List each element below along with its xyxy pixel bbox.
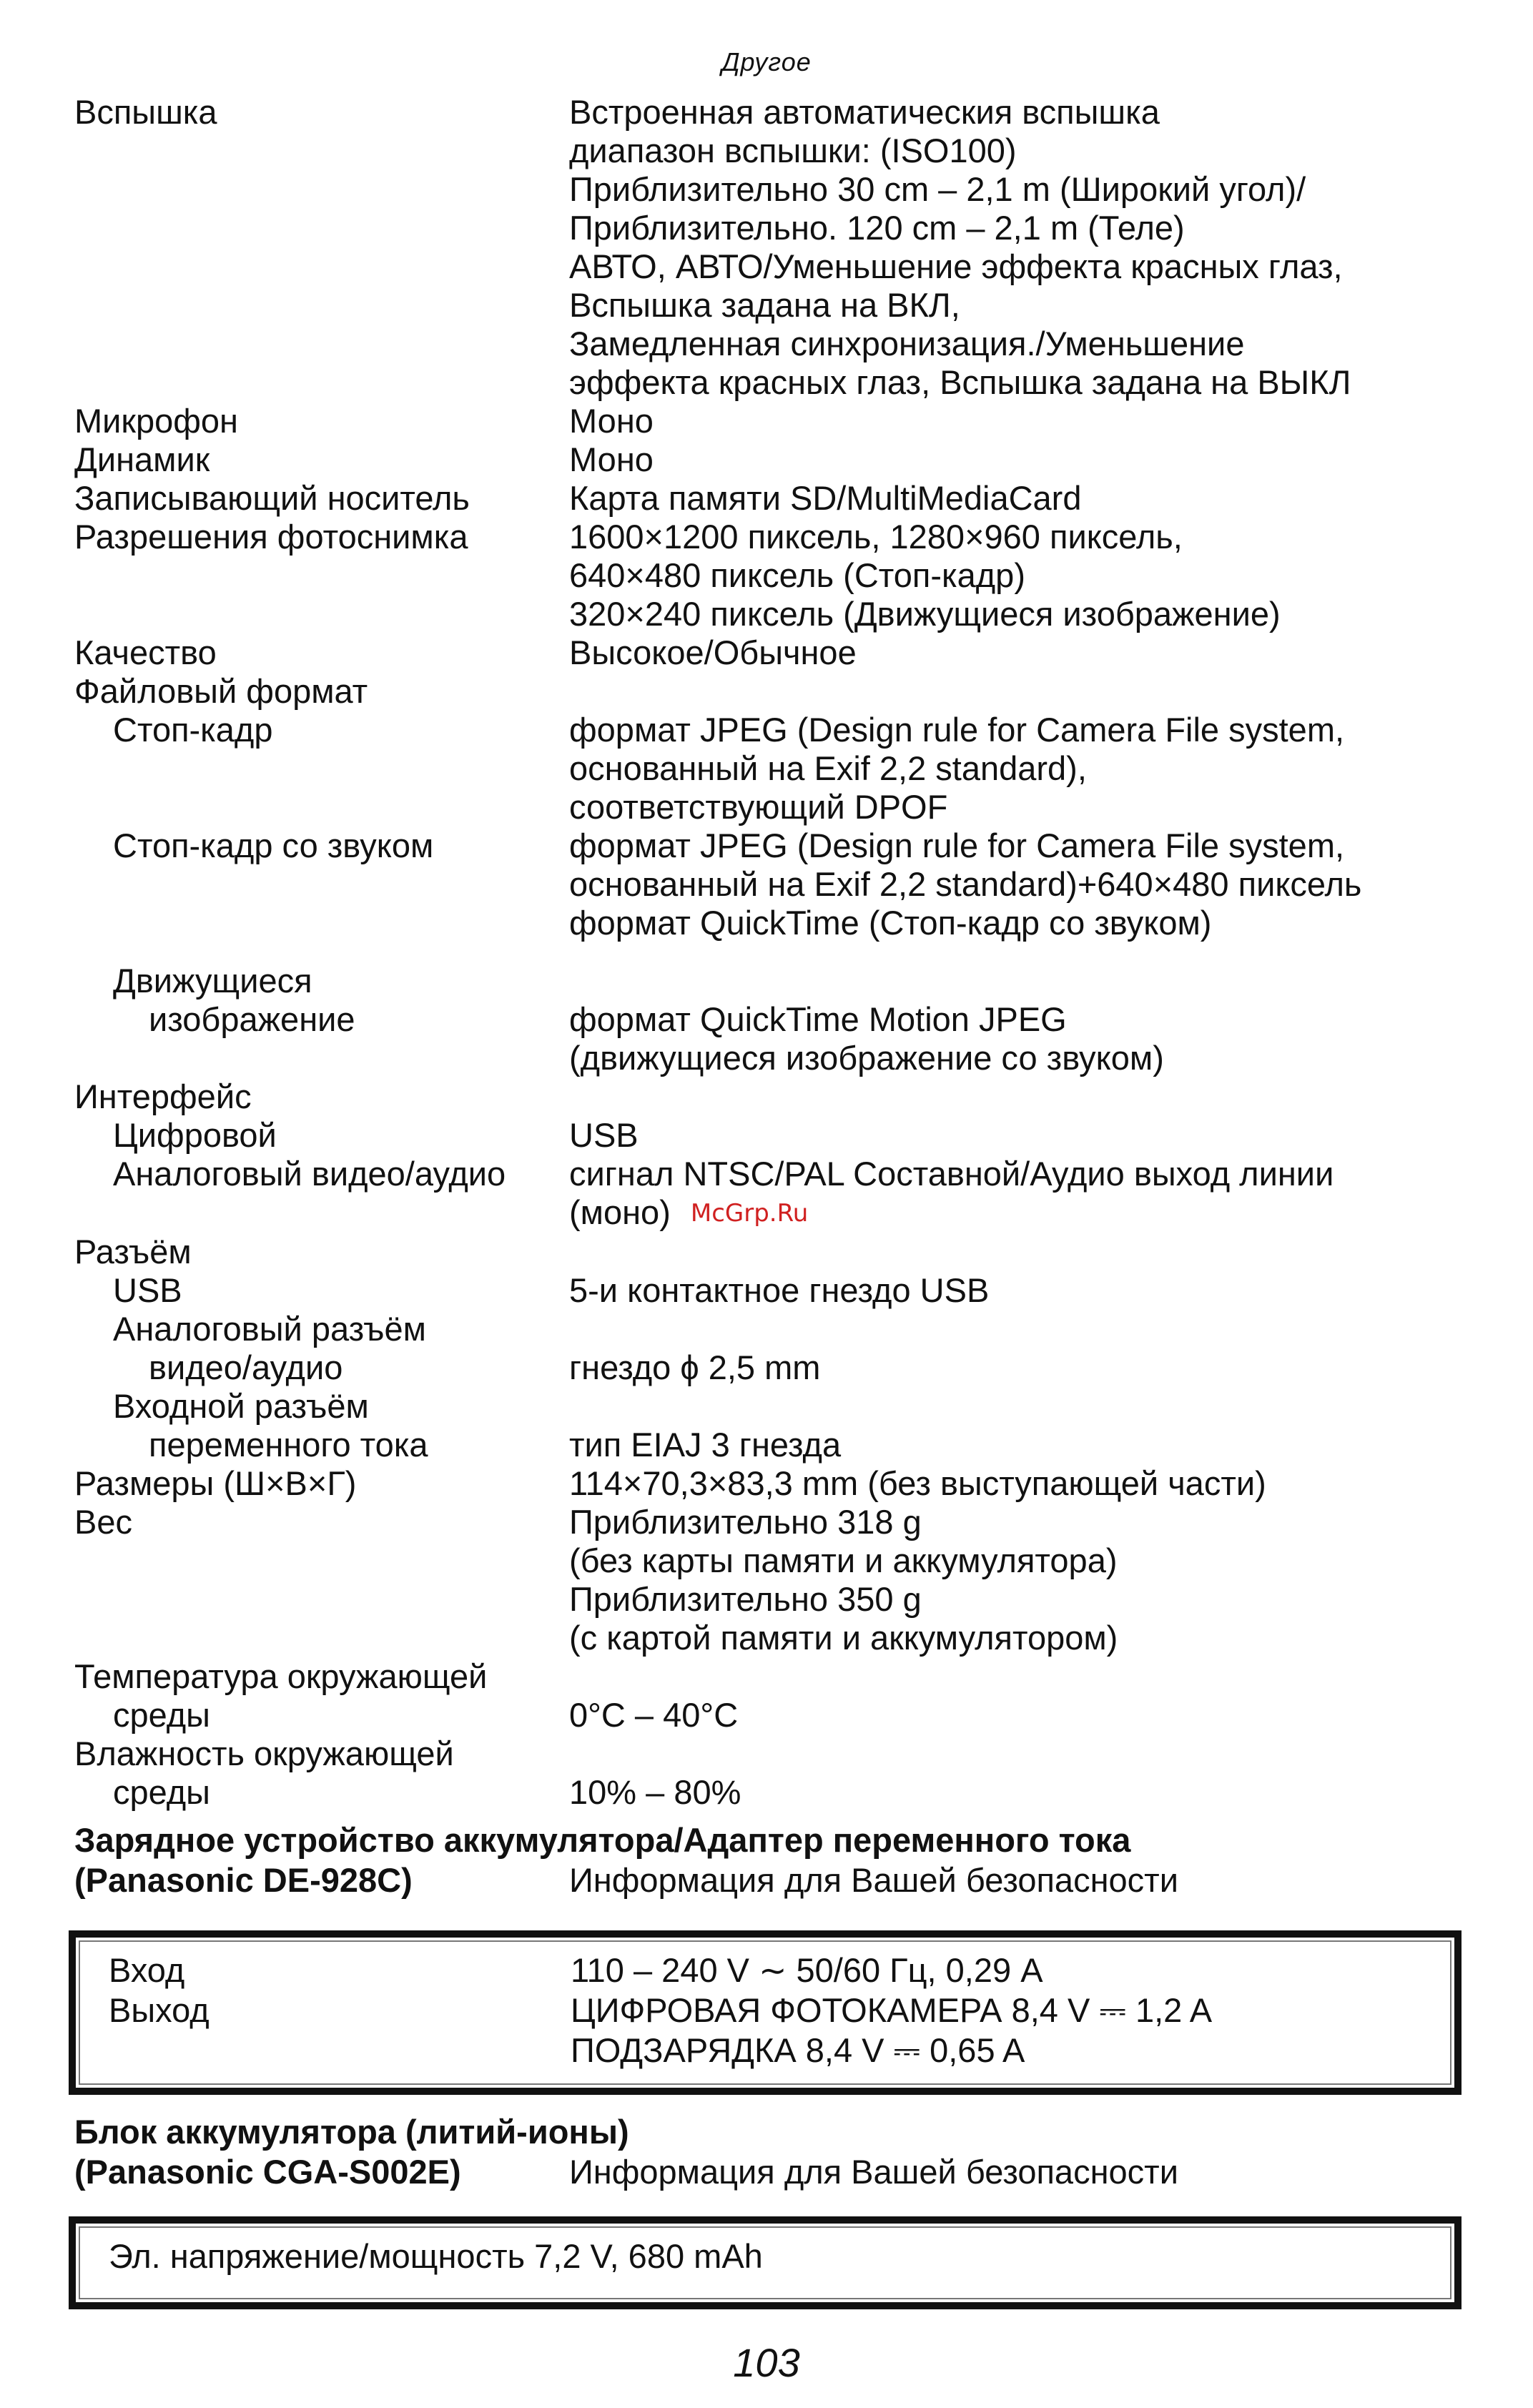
spec-label: Записывающий носитель [74, 479, 470, 517]
spec-row-resolution [74, 518, 1476, 633]
spec-row-still-audio [74, 826, 1476, 942]
section-header: Другое [721, 47, 812, 77]
spec-value [569, 1116, 1476, 1155]
battery-section [74, 2112, 1476, 2192]
spec-label: Температура окружающей среды [74, 1657, 488, 1734]
spec-row-motion [74, 962, 1476, 1077]
charger-input-value: 110 – 240 V ∼ 50/60 Гц, 0,29 A [571, 1951, 1043, 1989]
spec-value [569, 1464, 1476, 1503]
spec-value-line: формат JPEG (Design rule for Camera File system, [569, 711, 1345, 749]
spec-value [569, 1657, 1476, 1735]
spec-row-av-jack [74, 1310, 1476, 1387]
spec-value-line: основанный на Exif 2,2 standard), [569, 749, 1087, 787]
spec-value-line: (моно) [569, 1193, 671, 1231]
spec-value-line: Приблизительно 350 g [569, 1580, 922, 1618]
spec-row-connector [74, 1233, 1476, 1271]
spec-value-line: USB [569, 1116, 639, 1154]
spec-label: Качество [74, 633, 217, 671]
spec-value-line: формат QuickTime Motion JPEG [569, 1000, 1067, 1038]
spec-value [569, 479, 1476, 518]
spec-value-line: (без карты памяти и аккумулятора) [569, 1541, 1118, 1579]
spec-value-line: основанный на Exif 2,2 standard)+640×480 пиксель [569, 865, 1362, 903]
spec-row-microphone [74, 402, 1476, 440]
spec-row-speaker [74, 440, 1476, 479]
battery-safety-info: Информация для Вашей безопасности [569, 2153, 1178, 2191]
spec-row-humidity [74, 1735, 1476, 1812]
spec-value [569, 518, 1476, 633]
spec-row-flash [74, 93, 1476, 402]
spec-value-line: Приблизительно 318 g [569, 1503, 922, 1541]
spec-label: Файловый формат [74, 672, 368, 710]
spec-label: Интерфейс [74, 1077, 252, 1115]
spec-label: Разрешения фотоснимка [74, 518, 468, 556]
spec-value-line: 1600×1200 пиксель, 1280×960 пиксель, [569, 518, 1183, 556]
spec-label: Размеры (Ш×В×Г) [74, 1464, 357, 1502]
spec-row-dc-in [74, 1387, 1476, 1464]
spec-label: Микрофон [74, 402, 239, 440]
spec-row-interface [74, 1077, 1476, 1116]
spec-value-line: тип EIAJ 3 гнезда [569, 1426, 842, 1464]
spec-value-line: Замедленная синхронизация./Уменьшение [569, 325, 1245, 362]
spec-label: USB [113, 1271, 182, 1309]
spec-row-usb [74, 1271, 1476, 1310]
spec-value [569, 440, 1476, 479]
spec-value [569, 93, 1476, 402]
spec-value [569, 1155, 1476, 1233]
spec-table [74, 93, 1476, 1812]
spec-value-line: формат JPEG (Design rule for Camera File system, [569, 826, 1345, 864]
spec-value-line: Высокое/Обычное [569, 633, 857, 671]
spec-row-weight [74, 1503, 1476, 1657]
spec-label: Стоп-кадр со звуком [113, 826, 434, 864]
spec-value-line: сигнал NTSC/PAL Составной/Аудио выход линии [569, 1155, 1334, 1193]
spec-row-quality [74, 633, 1476, 672]
charger-model: (Panasonic DE-928C) [74, 1861, 413, 1899]
spec-value-line: Приблизительно 30 cm – 2,1 m (Широкий угол)/ [569, 170, 1306, 208]
spec-value [569, 633, 1476, 672]
spec-value-line: формат QuickTime (Стоп-кадр со звуком) [569, 904, 1212, 942]
spec-value-line: Моно [569, 440, 654, 478]
spec-value [569, 1271, 1476, 1310]
spec-value-line: Карта памяти SD/MultiMediaCard [569, 479, 1082, 517]
spec-value-line: диапазон вспышки: (ISO100) [569, 132, 1017, 169]
spec-label: Аналоговый видео/аудио [113, 1155, 506, 1193]
spec-value-line: 114×70,3×83,3 mm (без выступающей части) [569, 1464, 1266, 1502]
spec-value-line: Приблизительно. 120 cm – 2,1 m (Теле) [569, 209, 1185, 247]
spec-label: Динамик [74, 440, 210, 478]
charger-output-value: ЦИФРОВАЯ ФОТОКАМЕРА 8,4 V ⎓ 1,2 A [571, 1991, 1213, 2029]
spec-value-line: 5-и контактное гнездо USB [569, 1271, 990, 1309]
spec-value [569, 826, 1476, 942]
spec-value-line: (движущиеся изображение со звуком) [569, 1039, 1164, 1077]
spec-row-still [74, 711, 1476, 826]
spec-row-temperature [74, 1657, 1476, 1735]
spec-value-line: 0°C – 40°C [569, 1696, 739, 1734]
spec-value-line: 640×480 пиксель (Стоп-кадр) [569, 556, 1025, 594]
spec-row-dimensions [74, 1464, 1476, 1503]
spec-value-line: эффекта красных глаз, Вспышка задана на ВЫКЛ [569, 363, 1351, 401]
spec-value [569, 1310, 1476, 1387]
spec-label: Цифровой [113, 1116, 277, 1154]
spec-value [569, 962, 1476, 1077]
spec-label: Вспышка [74, 93, 217, 131]
spec-label: Входной разъём переменного тока [113, 1387, 428, 1464]
spec-value [569, 1503, 1476, 1657]
spec-row-media [74, 479, 1476, 518]
spec-value-line: Моно [569, 402, 654, 440]
page-number: 103 [733, 2340, 800, 2385]
battery-rating: Эл. напряжение/мощность 7,2 V, 680 mAh [109, 2237, 763, 2275]
charger-title: Зарядное устройство аккумулятора/Адаптер переменного тока [74, 1821, 1131, 1859]
spec-value [569, 402, 1476, 440]
spec-label: Движущиеся изображение [113, 962, 355, 1038]
battery-title: Блок аккумулятора (литий-ионы) [74, 2113, 629, 2151]
charger-input-label: Вход [109, 1951, 185, 1989]
spec-value-line: (с картой памяти и аккумулятором) [569, 1619, 1118, 1657]
battery-model: (Panasonic CGA-S002E) [74, 2153, 461, 2191]
charger-output-label: Выход [109, 1991, 210, 2029]
battery-spec-box [69, 2216, 1461, 2309]
spec-row-digital [74, 1116, 1476, 1155]
spec-label: Вес [74, 1503, 132, 1541]
spec-row-analog-av [74, 1155, 1476, 1233]
watermark: McGrp.Ru [690, 1199, 809, 1228]
spec-value-line: АВТО, АВТО/Уменьшение эффекта красных глаз, [569, 247, 1343, 285]
charger-spec-box [69, 1930, 1461, 2095]
spec-row-file-format [74, 672, 1476, 711]
charger-section [74, 1820, 1476, 1900]
charger-safety-info: Информация для Вашей безопасности [569, 1861, 1178, 1899]
spec-label: Стоп-кадр [113, 711, 273, 749]
spec-value [569, 1387, 1476, 1464]
spec-label: Разъём [74, 1233, 192, 1270]
spec-value-line: Вспышка задана на ВКЛ, [569, 286, 960, 324]
spec-value-line: соответствующий DPOF [569, 788, 948, 826]
spec-value-line: Встроенная автоматическия вспышка [569, 93, 1160, 131]
spec-value-line: гнездо ϕ 2,5 mm [569, 1348, 821, 1386]
spec-value [569, 711, 1476, 826]
spec-value-line: 320×240 пиксель (Движущиеся изображение) [569, 595, 1281, 633]
spec-value [569, 1735, 1476, 1812]
charger-output-value: ПОДЗАРЯДКА 8,4 V ⎓ 0,65 A [571, 2031, 1025, 2069]
spec-value-line: 10% – 80% [569, 1773, 741, 1811]
spec-label: Аналоговый разъём видео/аудио [113, 1310, 426, 1386]
spec-label: Влажность окружающей среды [74, 1735, 454, 1811]
